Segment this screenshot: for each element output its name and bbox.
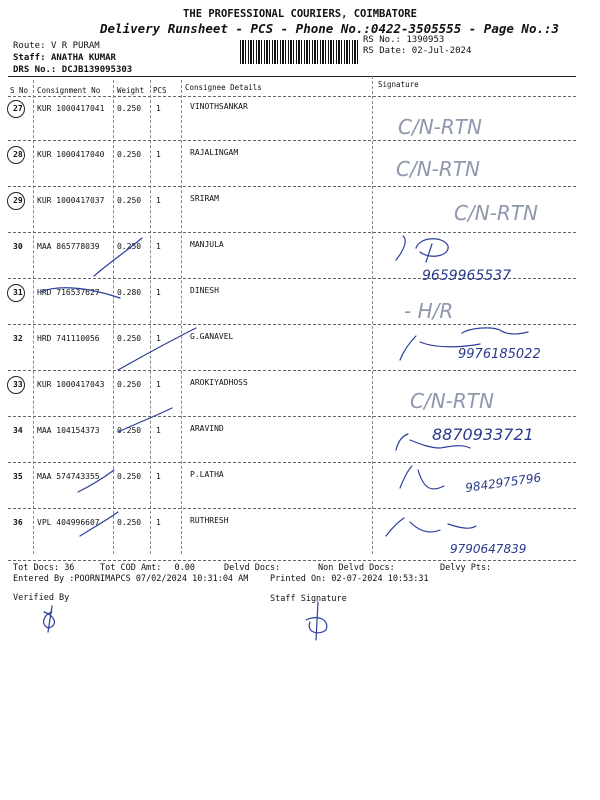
tot-cod-value: 0.00	[174, 563, 196, 573]
row-weight: 0.250	[117, 334, 142, 343]
row-pcs: 1	[156, 104, 161, 113]
row-consignee: DINESH	[190, 286, 219, 295]
handwritten-cn-rtn: C/N-RTN	[396, 157, 480, 181]
col-pcs: PCS	[153, 86, 167, 95]
drs-label: DRS No.:	[13, 65, 57, 75]
entered-by: Entered By :POORNIMAPCS 07/02/2024 10:31:04 AM	[13, 574, 249, 584]
runsheet-title: Delivery Runsheet - PCS - Phone No.:0422-3505555 - Page No.:3	[100, 21, 560, 36]
row-weight: 0.250	[117, 518, 142, 527]
row-consignment: KUR 1000417037	[37, 196, 105, 205]
row-consignee: MANJULA	[190, 240, 224, 249]
staff-signature-label: Staff Signature	[270, 594, 347, 604]
col-sno: S No	[10, 86, 29, 95]
tot-docs-label: Tot Docs:	[13, 563, 60, 573]
tot-cod-label: Tot COD Amt:	[100, 563, 162, 573]
row-consignee: RAJALINGAM	[190, 148, 239, 157]
rs-date-label: RS Date:	[363, 46, 407, 56]
signature-mark	[400, 466, 444, 489]
tick-mark	[94, 238, 142, 276]
row-sno: 31	[13, 288, 23, 297]
row-sno: 32	[13, 334, 23, 343]
row-consignment: KUR 1000417043	[37, 380, 105, 389]
row-consignment: KUR 1000417041	[37, 104, 105, 113]
row-consignee: RUTHRESH	[190, 516, 229, 525]
handwritten-cn-rtn: C/N-RTN	[454, 201, 538, 225]
drs-value: DCJB139095303	[61, 65, 133, 75]
rs-no-label: RS No.:	[363, 35, 401, 45]
row-pcs: 1	[156, 380, 161, 389]
row-weight: 0.250	[117, 150, 142, 159]
row-weight: 0.250	[117, 380, 142, 389]
signature-mark	[462, 328, 528, 334]
row-pcs: 1	[156, 334, 161, 343]
staff-value: ANATHA KUMAR	[50, 53, 116, 63]
handwritten-phone: 8870933721	[432, 425, 534, 444]
row-weight: 0.280	[117, 288, 142, 297]
row-consignment: MAA 104154373	[37, 426, 100, 435]
row-pcs: 1	[156, 518, 161, 527]
row-consignee: AROKIYADHOSS	[190, 378, 248, 387]
table-bottom-rule	[8, 560, 576, 561]
rs-date-value: 02-Jul-2024	[411, 46, 472, 56]
signature-mark	[396, 236, 448, 262]
staff-label: Staff:	[13, 53, 46, 63]
tick-mark	[80, 512, 118, 536]
row-weight: 0.250	[117, 426, 142, 435]
row-sno: 36	[13, 518, 23, 527]
col-signature: Signature	[378, 80, 419, 89]
delvd-docs-label: Delvd Docs:	[224, 563, 281, 573]
signature-mark	[386, 518, 476, 536]
handwritten-phone: 9842975796	[464, 470, 543, 495]
delvy-pts-label: Delvy Pts:	[440, 563, 492, 573]
row-sno: 28	[13, 150, 23, 159]
row-weight: 0.250	[117, 472, 142, 481]
row-sno: 35	[13, 472, 23, 481]
route-value: V R PURAM	[50, 41, 100, 51]
row-pcs: 1	[156, 242, 161, 251]
handwritten-phone: 9659965537	[422, 268, 512, 284]
row-consignment: KUR 1000417040	[37, 150, 105, 159]
row-consignee: VINOTHSANKAR	[190, 102, 248, 111]
row-pcs: 1	[156, 196, 161, 205]
row-weight: 0.250	[117, 196, 142, 205]
row-consignee: G.GANAVEL	[190, 332, 234, 341]
row-sno: 34	[13, 426, 23, 435]
row-consignment: HRD 741110056	[37, 334, 100, 343]
row-sno: 27	[13, 104, 23, 113]
row-sno: 29	[13, 196, 23, 205]
handwritten-phone: 9790647839	[450, 542, 527, 556]
handwritten-cn-rtn: C/N-RTN	[410, 389, 494, 413]
row-consignee: ARAVIND	[190, 424, 224, 433]
row-consignee: SRIRAM	[190, 194, 219, 203]
totals-line	[13, 563, 74, 573]
row-weight: 0.250	[117, 104, 142, 113]
row-pcs: 1	[156, 426, 161, 435]
handwritten-cn-rtn: C/N-RTN	[398, 115, 482, 139]
row-consignment: MAA 865778039	[37, 242, 100, 251]
tot-docs-value: 36	[64, 563, 75, 573]
row-consignee: P.LATHA	[190, 470, 224, 479]
row-consignment: VPL 404996607	[37, 518, 100, 527]
handwritten-phone: 9976185022	[458, 347, 541, 362]
printed-on: Printed On: 02-07-2024 10:53:31	[270, 574, 429, 584]
col-consignment: Consignment No	[37, 86, 101, 95]
col-weight: Weight	[117, 86, 145, 95]
row-weight: 0.250	[117, 242, 142, 251]
tick-mark	[118, 328, 196, 370]
tick-mark	[78, 470, 114, 492]
tick-mark	[118, 408, 172, 432]
row-consignment: HRD 716537627	[37, 288, 100, 297]
row-sno: 30	[13, 242, 23, 251]
row-pcs: 1	[156, 472, 161, 481]
strike-mark	[40, 288, 120, 298]
col-consignee: Consignee Details	[185, 83, 262, 92]
rs-no-value: 1390953	[406, 35, 445, 45]
non-delvd-docs-label: Non Delvd Docs:	[318, 563, 395, 573]
verified-by-label: Verified By	[13, 593, 70, 603]
row-pcs: 1	[156, 288, 161, 297]
row-pcs: 1	[156, 150, 161, 159]
tot-cod	[100, 563, 195, 573]
handwritten-hr: - H/R	[404, 299, 454, 323]
route-label: Route:	[13, 41, 46, 51]
row-sno: 33	[13, 380, 23, 389]
staff-signature-mark	[306, 602, 327, 640]
row-consignment: MAA 574743355	[37, 472, 100, 481]
company-name: THE PROFESSIONAL COURIERS, COIMBATORE	[183, 8, 417, 20]
verified-signature	[44, 606, 55, 632]
